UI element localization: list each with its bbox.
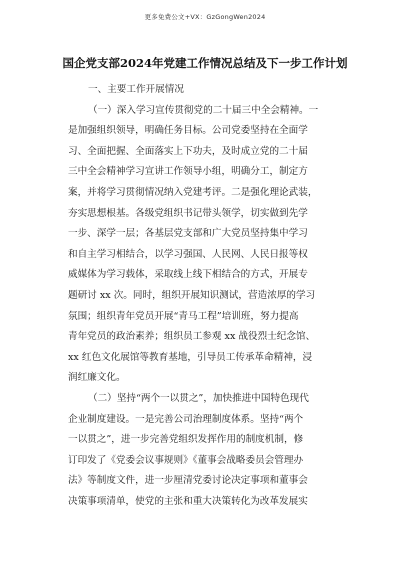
paragraph-line: 润红廉文化。 <box>68 372 126 384</box>
paragraph-line: 氛围；组织青年党员开展“青马工程”培训班，努力提高 <box>68 310 299 322</box>
paragraph-line: 习、全面把握、全面落实上下功夫，及时成立党的二十届 <box>68 145 308 157</box>
paragraph-line: 一以贯之”，进一步完善党组织发挥作用的制度机制，修 <box>68 434 304 446</box>
paragraph-line: 一步、深学一层；各基层党支部和广大党员坚持集中学习 <box>68 228 308 240</box>
section-heading: 一、主要工作开展情况 <box>88 84 184 95</box>
paragraph-line: 案，并将学习贯彻情况纳入党建考评。二是强化理论武装， <box>68 186 318 198</box>
paragraph-line: 青年党员的政治素养；组织员工参观 xx 战役烈士纪念馆、 <box>68 331 316 343</box>
paragraph-line: 是加强组织领导，明确任务目标。公司党委坚持在全面学 <box>68 125 308 137</box>
paragraph-line: 和自主学习相结合，以学习强国、人民网、人民日报等权 <box>68 248 308 260</box>
document-title: 国企党支部2024年党建工作情况总结及下一步工作计划 <box>62 56 348 70</box>
paragraph-line: （二）坚持“两个一以贯之”，加快推进中国特色现代 <box>88 392 309 404</box>
paragraph-line: xx 红色文化展馆等教育基地，引导员工传承革命精神，浸 <box>68 351 313 363</box>
paragraph-line: 题研讨 xx 次。同时，组织开展知识测试，营造浓厚的学习 <box>68 289 316 301</box>
paragraph-line: 威媒体为学习载体，采取线上线下相结合的方式，开展专 <box>68 269 308 281</box>
paragraph-line: 三中全会精神学习宣讲工作领导小组，明确分工，制定方 <box>68 166 308 178</box>
paragraph-line: （一）深入学习宣传贯彻党的二十届三中全会精神。一 <box>88 104 319 116</box>
paragraph-line: 夯实思想根基。各级党组织书记带头领学，切实做到先学 <box>68 207 308 219</box>
paragraph-line: 订印发了《党委会议事规则》《董事会战略委员会管理办 <box>68 454 304 466</box>
paragraph-line: 决策事项清单，使党的主张和重大决策转化为改革发展实 <box>68 495 308 507</box>
header-note: 更多免费公文+VX：GzGongWen2024 <box>144 13 266 21</box>
document-body <box>68 80 348 512</box>
paragraph-line: 法》等制度文件，进一步厘清党委讨论决定事项和董事会 <box>68 475 308 487</box>
paragraph-line: 企业制度建设。一是完善公司治理制度体系。坚持“两个 <box>68 413 304 425</box>
